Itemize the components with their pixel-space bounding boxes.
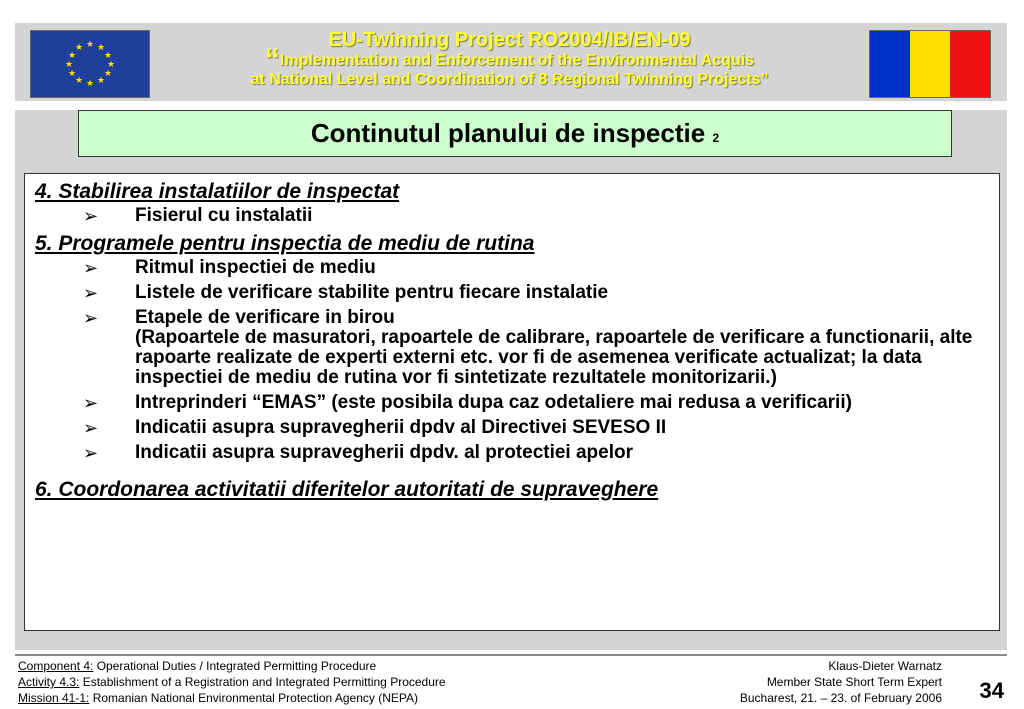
svg-text:★: ★ xyxy=(67,69,77,79)
svg-text:★: ★ xyxy=(103,69,113,79)
svg-text:★: ★ xyxy=(85,79,95,89)
arrow-bullet-icon: ➢ xyxy=(83,308,99,328)
svg-text:★: ★ xyxy=(74,76,84,86)
slide-title-text: Continutul planului de inspectie xyxy=(310,118,706,148)
arrow-bullet-icon: ➢ xyxy=(83,283,99,303)
project-title xyxy=(160,29,859,89)
svg-text:★: ★ xyxy=(74,43,84,53)
arrow-bullet-icon: ➢ xyxy=(83,258,99,278)
list-item: ➢ Indicatii asupra supravegherii dpdv al Directivei SEVESO II xyxy=(83,417,667,438)
project-subtitle-text: Implementation and Enforcement of the Environmental Acquis xyxy=(279,52,755,69)
page-number: 34 xyxy=(979,678,1004,703)
svg-text:★: ★ xyxy=(103,51,113,61)
svg-text:★: ★ xyxy=(67,51,77,61)
list-item-detail: (Rapoartele de masuratori, rapoartele de calibrare, rapoartele de verificare a functionarii, alte rapoarte realizate de experti externi etc. vor fi de asemenea verificate actualizat; la data inspectiei de mediu de rutina vor fi sintetizate rezultatele monitorizarii.) xyxy=(135,327,973,388)
list-item: ➢ Ritmul inspectiei de mediu xyxy=(83,257,376,278)
section-5-heading: 5. Programele pentru inspectia de mediu de rutina xyxy=(35,232,535,255)
arrow-bullet-icon: ➢ xyxy=(83,443,99,463)
list-item: ➢ Fisierul cu instalatii xyxy=(83,205,313,226)
list-item: ➢ Listele de verificare stabilite pentru fiecare instalatie xyxy=(83,282,609,303)
footer-activity: Activity 4.3: Establishment of a Registration and Integrated Permitting Procedure xyxy=(18,675,446,689)
svg-text:★: ★ xyxy=(106,60,116,70)
project-subtitle-line2: at National Level and Coordination of 8 Regional Twinning Projects” xyxy=(250,71,769,88)
eu-flag-icon xyxy=(30,30,150,98)
footer-left xyxy=(18,658,446,706)
project-code: EU-Twinning Project RO2004/IB/EN-09 xyxy=(328,29,691,51)
flag-stripe-yellow xyxy=(910,31,950,97)
eu-stars-icon xyxy=(31,31,149,97)
list-item: ➢ Intreprinderi “EMAS” (este posibila dupa caz odetaliere mai redusa a verificarii) xyxy=(83,392,852,413)
footer-date: Bucharest, 21. – 23. of February 2006 xyxy=(739,691,942,705)
flag-stripe-red xyxy=(950,31,990,97)
svg-text:★: ★ xyxy=(85,40,95,50)
footer-mission: Mission 41-1: Romanian National Environmental Protection Agency (NEPA) xyxy=(18,691,418,705)
section-4-list xyxy=(35,206,989,226)
svg-text:★: ★ xyxy=(64,60,74,70)
slide-title xyxy=(78,110,952,157)
footer-author: Klaus-Dieter Warnatz xyxy=(828,659,942,673)
project-subtitle xyxy=(160,43,859,76)
slide-title-number: 2 xyxy=(712,131,720,145)
footer-role: Member State Short Term Expert xyxy=(766,675,942,689)
list-item: ➢ Etapele de verificare in birou (Rapoartele de masuratori, rapoartele de calibrare, rapoartele de verificare a functionarii, alte rapoarte realizate de experti externi etc. vor fi de asemenea verificate actualizat; la data inspectiei de mediu de rutina vor fi sintetizate rezultatele monitorizarii.) xyxy=(35,308,989,388)
svg-text:★: ★ xyxy=(96,76,106,86)
header-banner xyxy=(15,23,1007,101)
section-5-list xyxy=(35,258,989,463)
romania-flag-icon xyxy=(869,30,991,98)
footer-component: Component 4: Operational Duties / Integrated Permitting Procedure xyxy=(18,659,377,673)
flag-stripe-blue xyxy=(870,31,910,97)
arrow-bullet-icon: ➢ xyxy=(83,206,99,226)
list-item: ➢ Indicatii asupra supravegherii dpdv. al protectiei apelor xyxy=(83,442,634,463)
content-panel xyxy=(24,173,1000,631)
section-4-heading: 4. Stabilirea instalatiilor de inspectat xyxy=(35,180,400,203)
arrow-bullet-icon: ➢ xyxy=(83,418,99,438)
svg-text:★: ★ xyxy=(96,43,106,53)
footer-right xyxy=(740,658,942,706)
arrow-bullet-icon: ➢ xyxy=(83,393,99,413)
section-6-heading: 6. Coordonarea activitatii diferitelor autoritati de supraveghere xyxy=(35,478,659,501)
open-quote: “ xyxy=(264,43,280,76)
footer-divider xyxy=(15,654,1007,656)
